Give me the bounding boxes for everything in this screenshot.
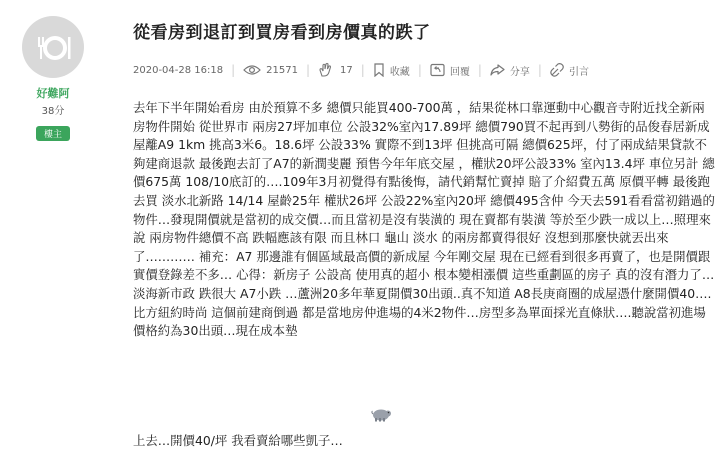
post-body (133, 99, 715, 341)
reply-icon (430, 63, 445, 77)
share-button[interactable] (490, 63, 530, 78)
meta-divider: | (537, 63, 542, 77)
quote-icon (550, 63, 564, 77)
views-count (243, 64, 298, 76)
post-title: 從看房到退訂到買房看到房價真的跌了 (133, 23, 431, 43)
bookmark-label: 收藏 (389, 66, 410, 78)
share-label: 分享 (509, 66, 530, 78)
quote-button[interactable] (550, 63, 589, 78)
avatar-placeholder-icon (33, 27, 73, 67)
clap-hands-icon (318, 62, 334, 78)
author-username[interactable]: 好難阿 (36, 87, 70, 100)
reply-button[interactable] (430, 63, 470, 78)
like-button[interactable] (318, 62, 353, 78)
post-body-text: 去年下半年開始看房 由於預算不多 總價只能買400-700萬 ，結果從林口靠運動中心觀音寺附近找全新兩房物件開始 從世界市 兩房27坪加車位 公設32%室內17.89坪 總價790買不起再到八勢街的品俊春居新成屋離A9 1km 挑高3米6。18.6坪 公設33% 實際不到13坪 但挑高可隔 總價625坪，付了兩成結果貸款不夠建商退款 最後跑去訂了A7的新潤斐麗 預售今年年底交屋 ，權狀20坪公設33% 室內13.4坪 車位另計 總價675萬 108/10底訂的….109年3月初覺得有點後悔，請代銷幫忙賣掉 賠了介紹費五萬 原價平轉 最後跑去買 淡水北新路 14/14 屋齡25年 權狀26坪 公設22%室內20坪 總價495含仲 今天去591看看當初錯過的物件…發現開價就是當初的成交價…而且當初是沒有裝潢的 現在賣都有裝潢 等於至少跌一成以上…照理來說 兩房物件總價不高 跌幅應該有限 而且林口 龜山 淡水 的兩房都賣得很好 沒想到那麼快就丟出來了………… 補充：A7 那邊誰有個區域最高價的新成屋 今年剛交屋 現在已經看到很多再賣了，也是開價跟實價登錄差不多… 心得：新房子 公設高 使用真的超小 根本變相漲價 這些重劃區的房子 真的沒有潛力了… 淡海新市政 跌很大 A7小跌 …蘆洲20多年華夏開價30出頭..真不知道 A8長庚商圈的成屋憑什麼開價40….比方紐約時尚 這個前建商倒過 都是當地房仲進場的4米2物件…房型多為單面採光直條狀….聽說當初進場價格約為30出頭…現在成本墊 (133, 100, 715, 339)
bookmark-button[interactable] (373, 63, 410, 78)
post-body-last-line: 上去…開價40/坪 我看賣給哪些凱子… (133, 433, 343, 448)
meta-divider: | (360, 63, 365, 77)
views-value: 21571 (266, 64, 298, 76)
eye-icon (243, 64, 261, 76)
likes-value: 17 (340, 64, 353, 76)
avatar[interactable] (22, 16, 84, 78)
meta-divider: | (417, 63, 422, 77)
author-points: 38分 (41, 106, 65, 117)
quote-label: 引言 (568, 66, 589, 78)
meta-divider: | (477, 63, 482, 77)
pig-emoji-icon (370, 406, 392, 422)
meta-divider: | (231, 63, 236, 77)
share-icon (490, 63, 505, 77)
post-meta-bar (133, 61, 713, 79)
author-sidebar (0, 0, 110, 461)
author-badge: 樓主 (36, 126, 70, 141)
post-timestamp: 2020-04-28 16:18 (133, 64, 224, 76)
meta-divider: | (305, 63, 311, 77)
bookmark-icon (373, 63, 385, 77)
reply-label: 回覆 (449, 66, 470, 78)
